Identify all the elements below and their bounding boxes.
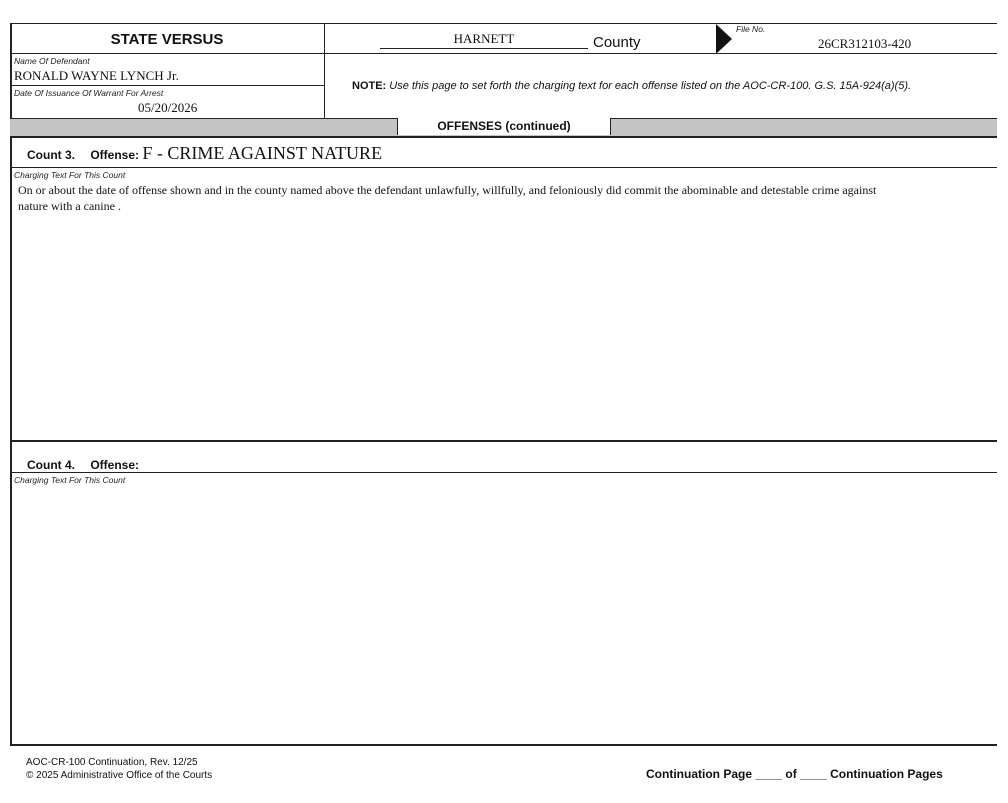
count-3-bottom-border [10,440,997,442]
continuation-pages-label: Continuation Pages [830,767,943,781]
header-divider [324,23,325,118]
count-3-charging-text-line2: nature with a canine . [18,199,121,213]
count-3-charging-label: Charging Text For This Count [14,170,126,180]
county-underline [380,48,588,49]
count-3-offense-label: Offense: [90,148,140,162]
state-versus-title: STATE VERSUS [110,31,224,48]
note-text: Use this page to set forth the charging text for each offense listed on the AOC-CR-100. G.S. 15A-924(a)(5). [389,80,912,92]
continuation-of-label: of [785,767,797,781]
count-3-label: Count 3. [27,148,75,162]
count-4-divider [10,472,997,473]
header-bottom-line [10,53,997,54]
count-3-divider [10,167,997,168]
file-no-arrow-icon [716,24,732,54]
offenses-heading: OFFENSES (continued) [397,118,611,135]
form-id: AOC-CR-100 Continuation, Rev. 12/25 [26,757,198,768]
file-no-value: 26CR312103-420 [818,36,912,51]
defendant-divider [10,85,324,86]
count-3-header [27,143,382,164]
defendant-name-label: Name Of Defendant [14,56,90,66]
note-label: NOTE: [352,80,387,92]
county-label: County [593,34,641,51]
count-4-charging-label: Charging Text For This Count [14,475,126,485]
defendant-name-value: RONALD WAYNE LYNCH Jr. [14,68,179,83]
continuation-page-label: Continuation Page [646,767,752,781]
copyright: © 2025 Administrative Office of the Courts [26,770,213,781]
count-4-header [27,453,139,474]
form-bottom-border [10,744,997,746]
warrant-date-value: 05/20/2026 [138,100,198,115]
continuation-page-blank: ____ [755,767,783,781]
warrant-date-label: Date Of Issuance Of Warrant For Arrest [14,88,164,98]
top-border [10,23,997,24]
continuation-total-blank: ____ [800,767,827,781]
continuation-pages [646,767,943,781]
count-4-label: Count 4. [27,458,75,472]
count-4-offense-label: Offense: [90,458,140,472]
file-no-label: File No. [736,24,766,34]
note [352,80,911,92]
count-3-offense-value: F - CRIME AGAINST NATURE [142,143,383,163]
count-3-charging-text-line1: On or about the date of offense shown and in the county named above the defendant unlawfully, willfully, and feloniously did commit the abominable and detestable crime against [18,183,877,197]
county-value: HARNETT [453,31,515,46]
